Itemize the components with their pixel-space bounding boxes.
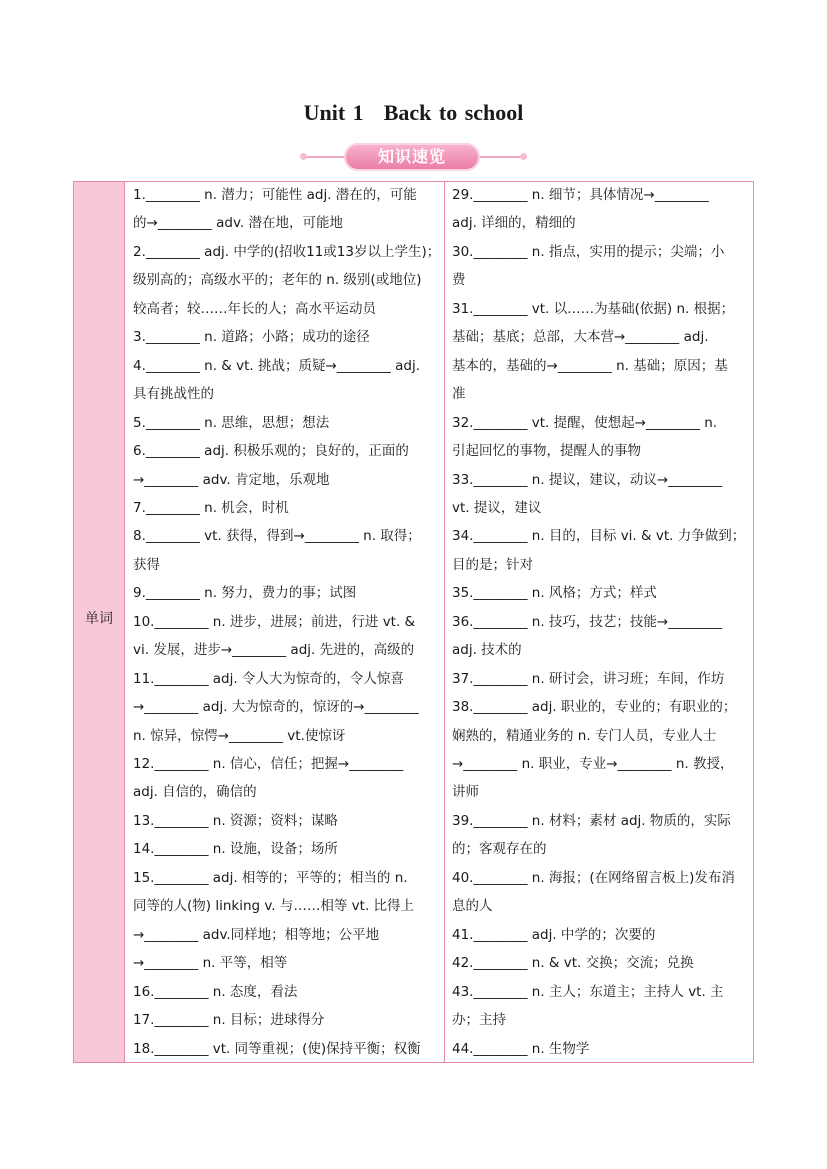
section-label: 单词 <box>85 611 113 627</box>
vocab-line: n. 惊异，惊愕→________ vt.使惊讶 <box>133 727 346 744</box>
vocab-line: 32.________ vt. 提醒，使想起→________ n. <box>452 414 718 431</box>
vocab-line: 息的人 <box>452 898 493 915</box>
vocab-line: 16.________ n. 态度，看法 <box>133 983 298 1000</box>
vocab-line: 12.________ n. 信心，信任；把握→________ <box>133 756 404 772</box>
banner-dot-right <box>520 153 527 160</box>
vocab-line: 44.________ n. 生物学 <box>452 1040 590 1057</box>
banner-label: 知识速览 <box>344 143 480 171</box>
vocab-line: 15.________ adj. 相等的；平等的；相当的 n. <box>133 869 408 886</box>
vocab-line: 引起回忆的事物，提醒人的事物 <box>452 443 641 460</box>
vocab-line: 9.________ n. 努力，费力的事；试图 <box>133 585 357 602</box>
vocab-line: vi. 发展，进步→________ adj. 先进的，高级的 <box>133 642 415 659</box>
vocab-line: adj. 详细的，精细的 <box>452 215 576 232</box>
vocab-line: →________ adv.同样地；相等地；公平地 <box>133 926 380 943</box>
vocab-line: 41.________ adj. 中学的；次要的 <box>452 926 656 943</box>
vocab-line: 的→________ adv. 潜在地，可能地 <box>133 215 343 232</box>
vocab-line: 的；客观存在的 <box>452 841 547 858</box>
vocab-line: 39.________ n. 材料；素材 adj. 物质的，实际 <box>452 812 731 829</box>
vocab-line: 8.________ vt. 获得，得到→________ n. 取得； <box>133 528 421 545</box>
vocab-line: 14.________ n. 设施，设备；场所 <box>133 841 338 858</box>
vocab-line: 31.________ vt. 以……为基础(依据) n. 根据； <box>452 300 735 317</box>
vocab-line: adj. 技术的 <box>452 642 522 659</box>
banner-line-right <box>478 156 524 158</box>
vocab-line: 5.________ n. 思维，思想；想法 <box>133 414 330 431</box>
vocab-line: 较高者；较……年长的人；高水平运动员 <box>133 300 376 317</box>
vocab-line: adj. 自信的，确信的 <box>133 784 257 801</box>
vocab-line: 级别高的；高级水平的；老年的 n. 级别(或地位) <box>133 272 422 289</box>
vocab-line: 4.________ n. & vt. 挑战；质疑→________ adj. <box>133 357 420 374</box>
vocab-line: 2.________ adj. 中学的(招收11或13岁以上学生)； <box>133 243 441 260</box>
vocab-line: 讲师 <box>452 784 479 801</box>
vocab-line: 目的是；针对 <box>452 556 533 573</box>
vocab-line: →________ n. 职业，专业→________ n. 教授， <box>452 756 734 772</box>
vocab-line: →________ adv. 肯定地，乐观地 <box>133 471 330 488</box>
vocab-line: 娴熟的，精通业务的 n. 专门人员，专业人士 <box>452 727 717 744</box>
vocab-column-right <box>445 182 753 1062</box>
vocab-line: 获得 <box>133 556 160 573</box>
vocab-line: 34.________ n. 目的，目标 vi. & vt. 力争做到； <box>452 528 746 545</box>
vocab-line: 43.________ n. 主人；东道主；主持人 vt. 主 <box>452 983 724 1000</box>
vocab-line: 37.________ n. 研讨会，讲习班；车间，作坊 <box>452 670 725 687</box>
section-banner <box>0 142 827 172</box>
vocab-line: 6.________ adj. 积极乐观的；良好的，正面的 <box>133 443 409 460</box>
vocab-line: vt. 提议，建议 <box>452 499 542 516</box>
vocab-table <box>73 181 754 1063</box>
banner-dot-left <box>300 153 307 160</box>
vocab-line: 准 <box>452 386 466 403</box>
vocab-line: 13.________ n. 资源；资料；谋略 <box>133 812 338 829</box>
vocab-line: 1.________ n. 潜力；可能性 adj. 潜在的，可能 <box>133 187 417 203</box>
vocab-line: 36.________ n. 技巧，技艺；技能→________ <box>452 613 723 630</box>
vocab-line: 办；主持 <box>452 1012 506 1029</box>
vocab-line: 基础；基底；总部，大本营→________ adj. <box>452 329 709 346</box>
vocab-line: →________ adj. 大为惊奇的，惊讶的→________ <box>133 699 419 716</box>
vocab-line: 费 <box>452 272 466 289</box>
vocab-line: 30.________ n. 指点，实用的提示；尖端；小 <box>452 243 725 260</box>
vocab-line: 同等的人(物) linking v. 与……相等 vt. 比得上 <box>133 898 415 915</box>
section-label-cell <box>74 182 125 1062</box>
vocab-line: 17.________ n. 目标；进球得分 <box>133 1012 325 1029</box>
unit-number: Unit 1 <box>303 100 364 125</box>
vocab-line: 29.________ n. 细节；具体情况→________ <box>452 187 709 203</box>
page-title <box>0 100 827 126</box>
vocab-line: →________ n. 平等，相等 <box>133 955 288 972</box>
vocab-line: 10.________ n. 进步，进展；前进，行进 vt. & <box>133 613 416 630</box>
vocab-column-left <box>125 182 445 1062</box>
vocab-line: 基本的，基础的→________ n. 基础；原因；基 <box>452 357 728 374</box>
banner-line-left <box>302 156 348 158</box>
vocab-line: 40.________ n. 海报；(在网络留言板上)发布消 <box>452 869 735 886</box>
vocab-line: 42.________ n. & vt. 交换；交流；兑换 <box>452 955 694 972</box>
vocab-line: 35.________ n. 风格；方式；样式 <box>452 585 657 602</box>
vocab-line: 7.________ n. 机会，时机 <box>133 499 289 516</box>
vocab-line: 11.________ adj. 令人大为惊奇的，令人惊喜 <box>133 670 404 687</box>
vocab-line: 18.________ vt. 同等重视；(使)保持平衡；权衡 <box>133 1040 421 1057</box>
vocab-line: 38.________ adj. 职业的，专业的；有职业的； <box>452 699 737 716</box>
vocab-line: 3.________ n. 道路；小路；成功的途径 <box>133 329 370 346</box>
unit-topic: Back to school <box>383 100 524 125</box>
vocab-line: 具有挑战性的 <box>133 386 214 403</box>
vocab-line: 33.________ n. 提议，建议，动议→________ <box>452 471 723 488</box>
